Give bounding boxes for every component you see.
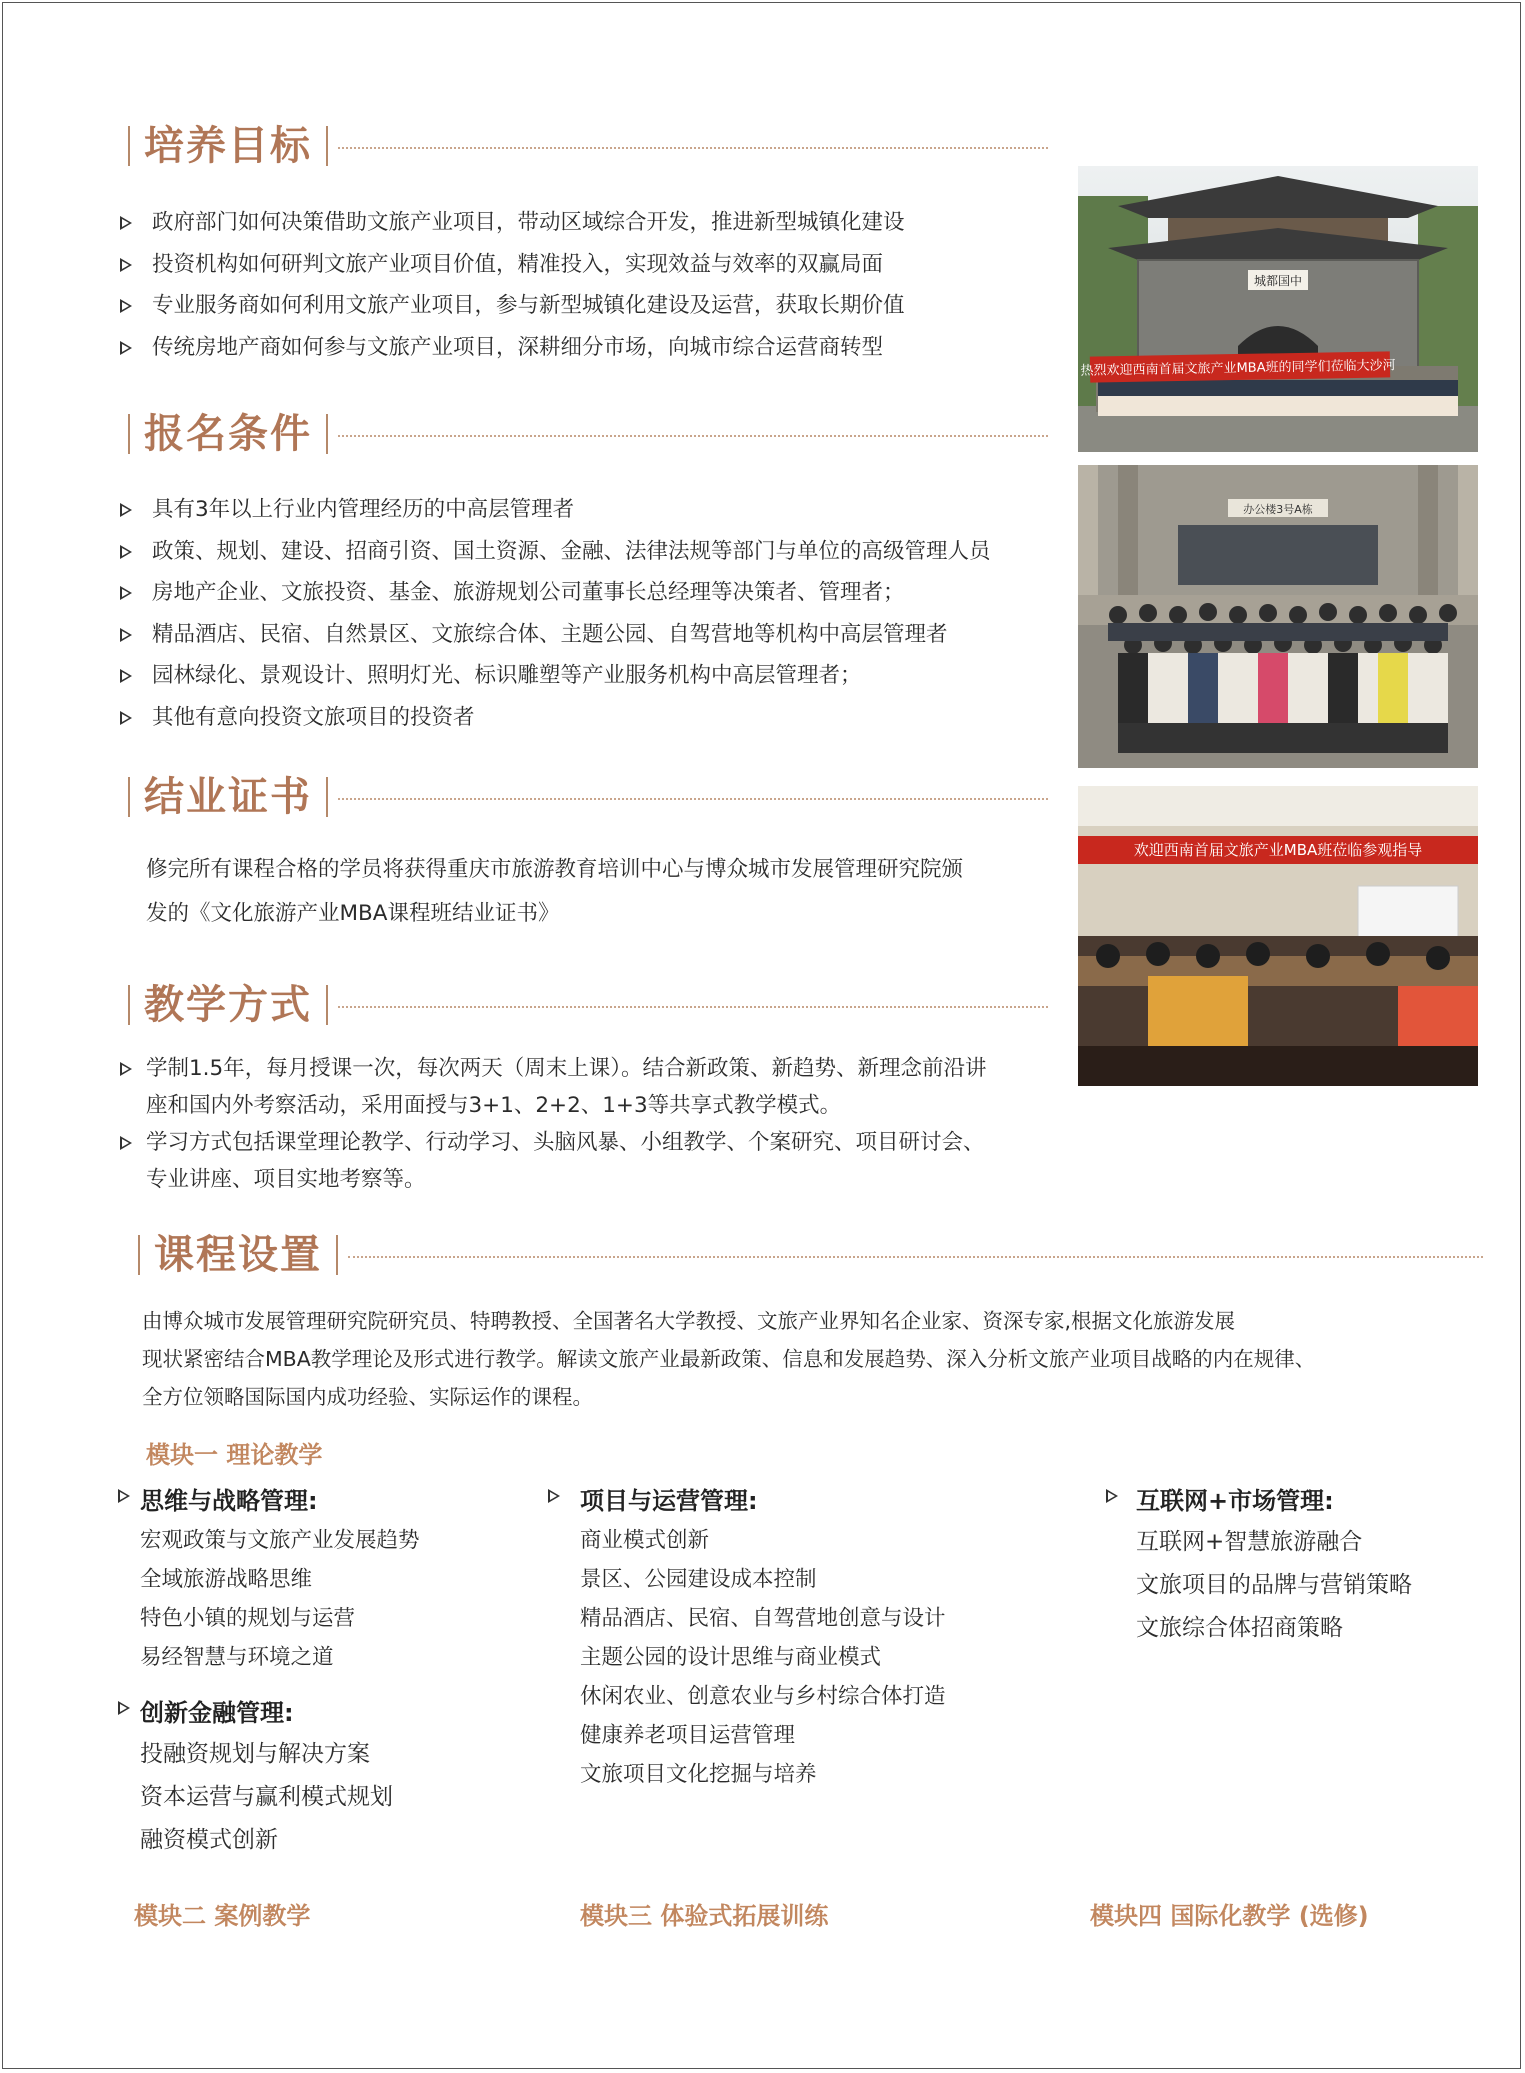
section-heading-teaching	[128, 983, 1048, 1027]
triangle-bullet-icon	[118, 1701, 130, 1715]
section-heading-curriculum	[138, 1233, 1483, 1277]
photo-classroom	[1078, 786, 1478, 1086]
triangle-bullet-icon	[120, 258, 132, 272]
list-item: 商业模式创新	[580, 1528, 710, 1553]
triangle-bullet-icon	[120, 216, 132, 230]
svg-text:欢迎西南首届文旅产业MBA班莅临参观指导: 欢迎西南首届文旅产业MBA班莅临参观指导	[1133, 841, 1423, 859]
section-heading-requirements	[128, 412, 1048, 456]
list-item: 景区、公园建设成本控制	[580, 1567, 817, 1592]
category-operations-title: 项目与运营管理:	[548, 1481, 758, 1516]
operations-course-list	[580, 1521, 946, 1794]
list-item: 政策、规划、建设、招商引资、国土资源、金融、法律法规等部门与单位的高级管理人员	[118, 531, 991, 573]
section-title: 结业证书	[144, 774, 312, 820]
triangle-bullet-icon	[120, 545, 132, 559]
training-goals-list	[118, 202, 905, 368]
internet-course-list	[1136, 1521, 1412, 1650]
list-item: 互联网+智慧旅游融合	[1136, 1529, 1363, 1555]
section-title: 培养目标	[144, 123, 312, 169]
list-item: 全域旅游战略思维	[140, 1567, 313, 1592]
svg-text:城都国中: 城都国中	[1253, 274, 1303, 288]
list-item: 投融资规划与解决方案	[140, 1741, 370, 1767]
requirements-list	[118, 489, 991, 738]
list-item: 其他有意向投资文旅项目的投资者	[118, 697, 991, 739]
list-item: 学制1.5年，每月授课一次，每次两天（周末上课）。结合新政策、新趋势、新理念前沿讲 座和国内外考察活动，采用面授与3+1、2+2、1+3等共享式教学模式。	[118, 1050, 986, 1124]
list-item: 特色小镇的规划与运营	[140, 1606, 356, 1631]
category-finance-title: 创新金融管理:	[118, 1693, 294, 1728]
triangle-bullet-icon	[120, 1136, 132, 1150]
list-item: 投资机构如何研判文旅产业项目价值，精准投入，实现效益与效率的双赢局面	[118, 244, 905, 286]
list-item: 健康养老项目运营管理	[580, 1723, 796, 1748]
section-heading-training-goals	[128, 124, 1048, 168]
list-item: 精品酒店、民宿、自驾营地创意与设计	[580, 1606, 946, 1631]
svg-text:热烈欢迎西南首届文旅产业MBA班的同学们莅临大沙河: 热烈欢迎西南首届文旅产业MBA班的同学们莅临大沙河	[1080, 358, 1396, 379]
dotted-divider	[338, 435, 1048, 437]
list-item: 易经智慧与环境之道	[140, 1645, 334, 1670]
teaching-text	[118, 1050, 986, 1198]
module-one-title: 模块一 理论教学	[146, 1441, 323, 1469]
category-strategy-title: 思维与战略管理:	[118, 1481, 318, 1516]
section-title: 课程设置	[154, 1232, 322, 1278]
section-title: 教学方式	[144, 982, 312, 1028]
section-heading-certificate	[128, 775, 1048, 819]
list-item: 主题公园的设计思维与商业模式	[580, 1645, 882, 1670]
triangle-bullet-icon	[118, 1489, 130, 1503]
list-item: 具有3年以上行业内管理经历的中高层管理者	[118, 489, 991, 531]
photo-classroom-image	[1078, 786, 1478, 1086]
dotted-divider	[338, 1006, 1048, 1008]
curriculum-intro: 由博众城市发展管理研究院研究员、特聘教授、全国著名大学教授、文旅产业界知名企业家、资深专家,根据文化旅游发展 现状紧密结合MBA教学理论及形式进行教学。解读文旅产业最新政策、信息和发展趋势、深入分析文旅产业项目战略的内在规律、 全方位领略国际国内成功经验、实际运作的课程。	[142, 1309, 1316, 1409]
photo-gate-group	[1078, 166, 1478, 452]
list-item: 房地产企业、文旅投资、基金、旅游规划公司董事长总经理等决策者、管理者；	[118, 572, 991, 614]
module-four-title: 模块四 国际化教学 (选修)	[1090, 1902, 1369, 1930]
triangle-bullet-icon	[120, 711, 132, 725]
list-item: 文旅综合体招商策略	[1136, 1615, 1343, 1641]
list-item: 园林绿化、景观设计、照明灯光、标识雕塑等产业服务机构中高层管理者；	[118, 655, 991, 697]
list-item: 资本运营与赢利模式规划	[140, 1784, 393, 1810]
triangle-bullet-icon	[120, 586, 132, 600]
triangle-bullet-icon	[548, 1489, 560, 1503]
category-internet-title: 互联网+市场管理:	[1106, 1481, 1334, 1516]
dotted-divider	[348, 1256, 1483, 1258]
finance-course-list	[140, 1733, 393, 1862]
triangle-bullet-icon	[120, 628, 132, 642]
photo-group-image	[1078, 465, 1478, 768]
list-item: 文旅项目文化挖掘与培养	[580, 1762, 817, 1787]
dotted-divider	[338, 147, 1048, 149]
module-two-title: 模块二 案例教学	[134, 1902, 311, 1930]
list-item: 融资模式创新	[140, 1827, 278, 1853]
list-item: 休闲农业、创意农业与乡村综合体打造	[580, 1684, 946, 1709]
photo-group-building	[1078, 465, 1478, 768]
list-item: 宏观政策与文旅产业发展趋势	[140, 1528, 420, 1553]
strategy-course-list	[140, 1521, 420, 1677]
triangle-bullet-icon	[120, 341, 132, 355]
triangle-bullet-icon	[120, 299, 132, 313]
triangle-bullet-icon	[120, 669, 132, 683]
photo-gate-image	[1078, 166, 1478, 452]
list-item: 文旅项目的品牌与营销策略	[1136, 1572, 1412, 1598]
certificate-text: 修完所有课程合格的学员将获得重庆市旅游教育培训中心与博众城市发展管理研究院颁 发的《文化旅游产业MBA课程班结业证书》	[146, 857, 964, 926]
module-three-title: 模块三 体验式拓展训练	[580, 1902, 829, 1930]
triangle-bullet-icon	[120, 1062, 132, 1076]
list-item: 专业服务商如何利用文旅产业项目，参与新型城镇化建设及运营，获取长期价值	[118, 285, 905, 327]
list-item: 政府部门如何决策借助文旅产业项目，带动区域综合开发，推进新型城镇化建设	[118, 202, 905, 244]
section-title: 报名条件	[144, 411, 312, 457]
triangle-bullet-icon	[1106, 1489, 1118, 1503]
svg-text:办公楼3号A栋: 办公楼3号A栋	[1243, 503, 1313, 516]
list-item: 传统房地产商如何参与文旅产业项目，深耕细分市场，向城市综合运营商转型	[118, 327, 905, 369]
dotted-divider	[338, 798, 1048, 800]
list-item: 学习方式包括课堂理论教学、行动学习、头脑风暴、小组教学、个案研究、项目研讨会、 专业讲座、项目实地考察等。	[118, 1124, 986, 1198]
list-item: 精品酒店、民宿、自然景区、文旅综合体、主题公园、自驾营地等机构中高层管理者	[118, 614, 991, 656]
triangle-bullet-icon	[120, 503, 132, 517]
